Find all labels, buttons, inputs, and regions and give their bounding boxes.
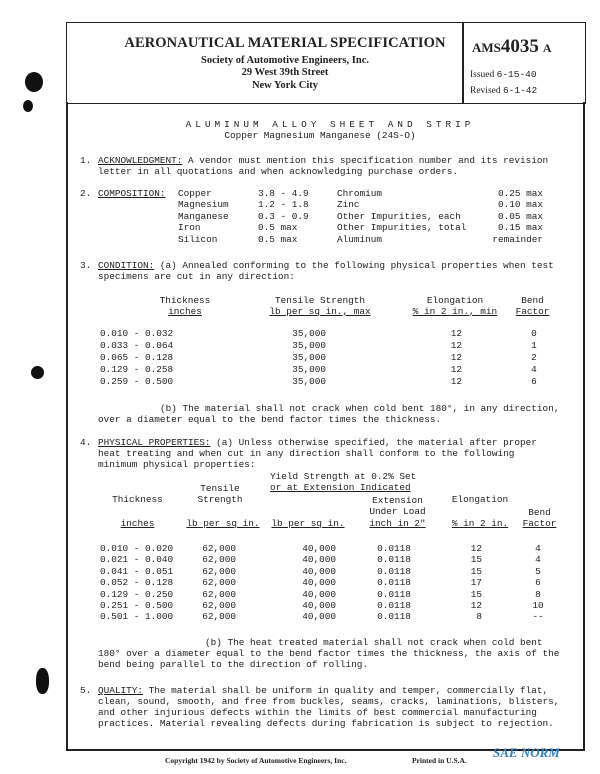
issued-label: Issued xyxy=(470,70,495,80)
composition-element: Magnesium xyxy=(178,199,229,211)
bend-cell: 4 xyxy=(535,543,541,554)
yield-cell: 40,000 xyxy=(302,543,336,554)
yield-cell: 40,000 xyxy=(302,554,336,566)
section-heading: QUALITY: xyxy=(98,685,144,696)
col-header: Under Load xyxy=(369,506,426,517)
composition-element: Iron xyxy=(178,222,201,234)
thickness-cell: 0.129 - 0.250 xyxy=(100,588,174,600)
col-header: inches xyxy=(120,518,155,529)
composition-element: Silicon xyxy=(178,233,218,245)
document-title: ALUMINUM ALLOY SHEET AND STRIP xyxy=(185,119,475,130)
composition-element: Chromium xyxy=(337,188,383,199)
extension-cell: 0.0118 xyxy=(377,577,411,589)
col-header: Tensile Strength xyxy=(274,295,365,306)
tensile-cell: 62,000 xyxy=(202,588,236,600)
section-text: letter in all quotations and when acknowledging purchase orders. xyxy=(98,166,459,177)
extension-cell: 0.0118 xyxy=(377,543,411,554)
elongation-cell: 12 xyxy=(450,376,462,387)
society-street: 29 West 39th Street xyxy=(241,67,329,78)
section-text: The material shall be uniform in quality and temper, commercially flat, xyxy=(148,685,549,696)
extension-cell: 0.0118 xyxy=(377,565,411,577)
composition-range: 0.5 max xyxy=(258,222,298,234)
elongation-cell: 8 xyxy=(476,611,482,623)
col-header: lb per sq in. xyxy=(186,518,260,529)
col-header: lb per sq in. xyxy=(271,518,345,529)
thickness-cell: 0.259 - 0.500 xyxy=(100,376,174,387)
ams-prefix: AMS xyxy=(472,40,501,55)
col-header: Thickness xyxy=(159,295,211,306)
bend-cell: 8 xyxy=(535,588,541,600)
ams-number xyxy=(472,36,552,58)
composition-range: 0.5 max xyxy=(258,233,298,245)
tensile-cell: 35,000 xyxy=(292,328,326,339)
section-text: bend being parallel to the direction of rolling. xyxy=(98,659,369,670)
extension-cell: 0.0118 xyxy=(377,611,411,623)
composition-range: 0.15 max xyxy=(497,222,543,234)
acknowledgment-line1 xyxy=(98,155,548,167)
composition-range: remainder xyxy=(492,233,543,245)
section-text: (b) The material shall not crack when cold bent 180°, in any direction, xyxy=(160,403,560,414)
elongation-cell: 12 xyxy=(450,364,462,375)
composition-range: 0.3 - 0.9 xyxy=(258,210,309,222)
bend-cell: 2 xyxy=(531,352,537,363)
col-header: Strength xyxy=(197,494,243,505)
section-number: 2. xyxy=(80,188,92,199)
extension-cell: 0.0118 xyxy=(377,588,411,600)
punch-hole-mark xyxy=(31,366,44,379)
section-text: A vendor must mention this specification number and its revision xyxy=(188,155,549,166)
quality-line1 xyxy=(98,685,548,697)
section-text: over a diameter equal to the bend factor times the thickness. xyxy=(98,414,442,425)
header-divider xyxy=(462,22,464,103)
punch-hole-mark xyxy=(36,668,49,694)
tensile-cell: 35,000 xyxy=(292,340,326,351)
thickness-cell: 0.251 - 0.500 xyxy=(100,600,174,611)
composition-range: 1.2 - 1.8 xyxy=(258,199,309,211)
extension-cell: 0.0118 xyxy=(377,600,411,611)
thickness-cell: 0.129 - 0.258 xyxy=(100,364,174,375)
elongation-cell: 12 xyxy=(470,543,482,554)
tensile-cell: 62,000 xyxy=(202,565,236,577)
copyright-notice: Copyright 1942 by Society of Automotive Engineers, Inc. xyxy=(165,756,347,765)
composition-element: Zinc xyxy=(337,199,360,211)
sae-norm-logo: SAE NORM xyxy=(493,745,560,760)
thickness-cell: 0.065 - 0.128 xyxy=(100,352,174,363)
section-text: minimum physical properties: xyxy=(98,459,256,470)
section-text: 180° over a diameter equal to the bend factor times the thickness, the axis of the xyxy=(98,648,560,659)
col-header: Bend xyxy=(521,295,544,306)
punch-hole-mark xyxy=(25,72,43,92)
col-header: Elongation xyxy=(426,295,484,306)
col-header: or at Extension Indicated xyxy=(270,482,411,493)
revised-label: Revised xyxy=(470,86,501,96)
yield-cell: 40,000 xyxy=(302,600,336,611)
section-heading: COMPOSITION: xyxy=(98,188,166,199)
printed-notice: Printed in U.S.A. xyxy=(412,756,467,765)
col-header: Factor xyxy=(515,306,550,317)
ams-revision-letter: A xyxy=(542,41,552,55)
thickness-cell: 0.052 - 0.128 xyxy=(100,577,174,589)
bend-cell: 6 xyxy=(535,577,541,589)
elongation-cell: 12 xyxy=(450,340,462,351)
revised-date: 6-1-42 xyxy=(502,85,538,96)
col-header: inch in 2" xyxy=(369,518,426,529)
thickness-cell: 0.021 - 0.040 xyxy=(100,554,174,566)
col-header: Elongation xyxy=(451,494,509,505)
section-text: specimens are cut in any direction: xyxy=(98,271,295,282)
tensile-cell: 62,000 xyxy=(202,554,236,566)
condition-line1 xyxy=(98,260,554,272)
tensile-cell: 35,000 xyxy=(292,364,326,375)
section-text: and other injurious defects within the limits of best commercial manufacturing xyxy=(98,707,537,718)
left-border xyxy=(66,102,68,750)
section-number: 1. xyxy=(80,155,92,166)
physical-line1 xyxy=(98,437,537,449)
section-text: (b) The heat treated material shall not crack when cold bent xyxy=(205,637,543,648)
issued-row xyxy=(470,69,537,81)
yield-cell: 40,000 xyxy=(302,611,336,623)
col-header: Extension xyxy=(372,495,423,506)
yield-cell: 40,000 xyxy=(302,577,336,589)
section-heading: ACKNOWLEDGMENT: xyxy=(98,155,183,166)
section-number: 3. xyxy=(80,260,92,271)
society-city: New York City xyxy=(251,80,319,91)
bend-cell: 1 xyxy=(531,340,537,351)
tensile-cell: 35,000 xyxy=(292,376,326,387)
bend-cell: -- xyxy=(532,611,544,623)
col-header: % in 2 in. xyxy=(451,518,509,529)
composition-element: Manganese xyxy=(178,210,229,222)
section-heading: PHYSICAL PROPERTIES: xyxy=(98,437,211,448)
ams-digits: 4035 xyxy=(500,36,539,57)
bend-cell: 0 xyxy=(531,328,537,339)
thickness-cell: 0.033 - 0.064 xyxy=(100,340,174,351)
tensile-cell: 62,000 xyxy=(202,543,236,554)
elongation-cell: 12 xyxy=(470,600,482,611)
elongation-cell: 17 xyxy=(470,577,482,589)
elongation-cell: 15 xyxy=(470,588,482,600)
bend-cell: 4 xyxy=(535,554,541,566)
thickness-cell: 0.041 - 0.051 xyxy=(100,565,174,577)
col-header: % in 2 in., min xyxy=(412,306,498,317)
section-text: practices. Material revealing defects during fabrication is subject to rejection. xyxy=(98,718,554,729)
col-header: Yield Strength at 0.2% Set xyxy=(270,471,417,482)
composition-range: 0.25 max xyxy=(497,188,543,199)
composition-element: Aluminum xyxy=(337,233,383,245)
right-border xyxy=(583,102,585,750)
col-header: Thickness xyxy=(112,494,163,505)
composition-element: Other Impurities, total xyxy=(337,222,467,234)
composition-element: Copper xyxy=(178,188,212,199)
yield-cell: 40,000 xyxy=(302,565,336,577)
section-heading: CONDITION: xyxy=(98,260,155,271)
section-text: (a) Annealed conforming to the following physical properties when test xyxy=(159,260,554,271)
elongation-cell: 15 xyxy=(470,554,482,566)
punch-hole-mark xyxy=(23,100,33,112)
spec-title: AERONAUTICAL MATERIAL SPECIFICATION xyxy=(124,35,446,51)
composition-range: 0.10 max xyxy=(497,199,543,211)
thickness-cell: 0.010 - 0.020 xyxy=(100,543,174,554)
composition-range: 0.05 max xyxy=(497,210,543,222)
section-number: 4. xyxy=(80,437,92,448)
section-text: (a) Unless otherwise specified, the material after proper xyxy=(216,437,537,448)
elongation-cell: 12 xyxy=(450,328,462,339)
composition-element: Other Impurities, each xyxy=(337,210,461,222)
thickness-cell: 0.010 - 0.032 xyxy=(100,328,174,339)
col-header: Factor xyxy=(522,518,557,529)
society-name: Society of Automotive Engineers, Inc. xyxy=(201,55,369,66)
tensile-cell: 35,000 xyxy=(292,352,326,363)
tensile-cell: 62,000 xyxy=(202,600,236,611)
bend-cell: 4 xyxy=(531,364,537,375)
yield-cell: 40,000 xyxy=(302,588,336,600)
section-number: 5. xyxy=(80,685,92,696)
revised-row xyxy=(470,85,537,97)
elongation-cell: 12 xyxy=(450,352,462,363)
col-header: lb per sq in., max xyxy=(269,306,371,317)
extension-cell: 0.0118 xyxy=(377,554,411,566)
section-text: heat treating and when cut in any direction shall conform to the following xyxy=(98,448,515,459)
section-text: clean, sound, smooth, and free from buckles, seams, cracks, laminations, blisters, xyxy=(98,696,560,707)
bend-cell: 10 xyxy=(532,600,544,611)
document-subtitle: Copper Magnesium Manganese (24S-O) xyxy=(224,130,416,141)
issued-date: 6-15-40 xyxy=(496,69,537,80)
col-header: Bend xyxy=(528,507,551,518)
thickness-cell: 0.501 - 1.000 xyxy=(100,611,174,623)
elongation-cell: 15 xyxy=(470,565,482,577)
bend-cell: 6 xyxy=(531,376,537,387)
composition-range: 3.8 - 4.9 xyxy=(258,188,309,199)
col-header: Tensile xyxy=(200,483,240,494)
col-header: inches xyxy=(168,306,202,317)
tensile-cell: 62,000 xyxy=(202,611,236,623)
bend-cell: 5 xyxy=(535,565,541,577)
tensile-cell: 62,000 xyxy=(202,577,236,589)
